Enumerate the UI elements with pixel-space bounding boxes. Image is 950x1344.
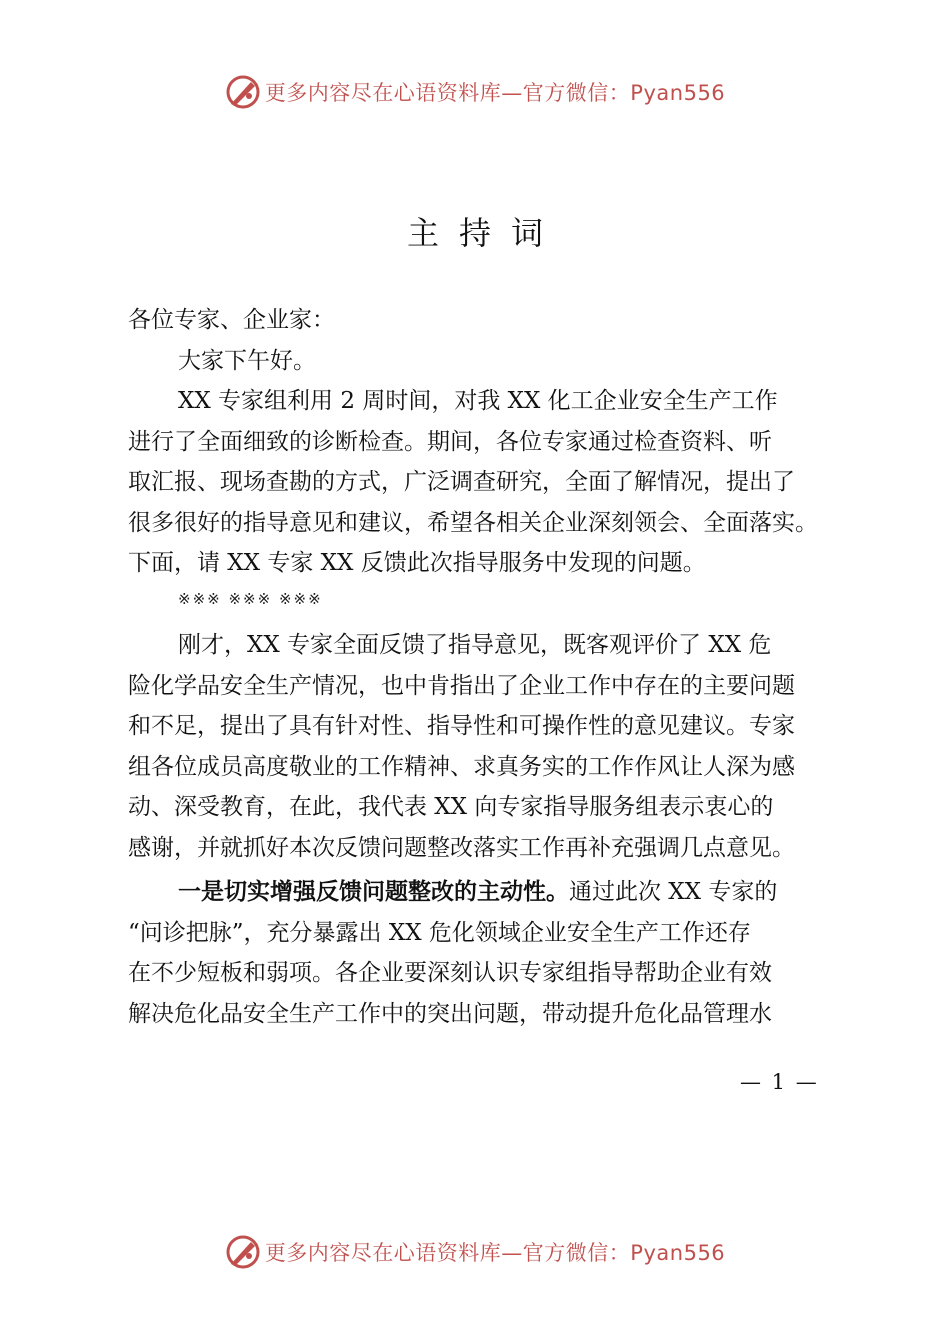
- paragraph-line: 和不足，提出了具有针对性、指导性和可操作性的意见建议。专家: [128, 713, 795, 739]
- header-watermark-text: 更多内容尽在心语资料库—官方微信：Pyan556: [264, 81, 726, 105]
- document-title: 主持词: [406, 214, 563, 252]
- paragraph-line: 取汇报、现场查勘的方式，广泛调查研究，全面了解情况，提出了: [128, 469, 795, 495]
- pen-logo-icon: [225, 74, 261, 110]
- paragraph-line: 动、深受教育，在此，我代表 XX 向专家指导服务组表示衷心的: [128, 794, 774, 820]
- page-number: — 1 —: [740, 1070, 819, 1094]
- footer-watermark-banner: [0, 1232, 950, 1272]
- paragraph-line: 下面，请 XX 专家 XX 反馈此次指导服务中发现的问题。: [128, 550, 706, 576]
- point-heading: 一是切实增强反馈问题整改的主动性。: [178, 879, 569, 905]
- section-separator: ※※※ ※※※ ※※※: [178, 590, 323, 608]
- paragraph-line: [128, 872, 878, 913]
- footer-watermark-text: 更多内容尽在心语资料库—官方微信：Pyan556: [264, 1241, 726, 1265]
- paragraph-line: XX 专家组利用 2 周时间，对我 XX 化工企业安全生产工作: [178, 388, 778, 414]
- paragraph-line: 在不少短板和弱项。各企业要深刻认识专家组指导帮助企业有效: [128, 960, 772, 986]
- paragraph-intro: [128, 381, 878, 584]
- paragraph-line: 组各位成员高度敬业的工作精神、求真务实的工作作风让人深为感: [128, 753, 795, 780]
- paragraph-line: 刚才，XX 专家全面反馈了指导意见，既客观评价了 XX 危: [178, 632, 772, 658]
- paragraph-line: 解决危化品安全生产工作中的突出问题，带动提升危化品管理水: [128, 1000, 772, 1027]
- paragraph-line: 进行了全面细致的诊断检查。期间，各位专家通过检查资料、听: [128, 428, 772, 455]
- pen-logo-icon: [225, 1234, 261, 1270]
- header-watermark-banner: [0, 72, 950, 112]
- paragraph-line: 很多很好的指导意见和建议，希望各相关企业深刻领会、全面落实。: [128, 509, 818, 536]
- salutation: 各位专家、企业家：: [128, 307, 335, 333]
- paragraph-line: 险化学品安全生产情况，也中肯指出了企业工作中存在的主要问题: [128, 672, 795, 699]
- greeting: 大家下午好。: [178, 348, 316, 374]
- paragraph-line-rest: 通过此次 XX 专家的: [569, 879, 778, 905]
- paragraph-feedback: [128, 625, 878, 868]
- paragraph-line: 感谢，并就抓好本次反馈问题整改落实工作再补充强调几点意见。: [128, 834, 795, 861]
- paragraph-line: “问诊把脉”，充分暴露出 XX 危化领域企业安全生产工作还存: [128, 919, 751, 946]
- paragraph-point-one: [128, 872, 878, 1034]
